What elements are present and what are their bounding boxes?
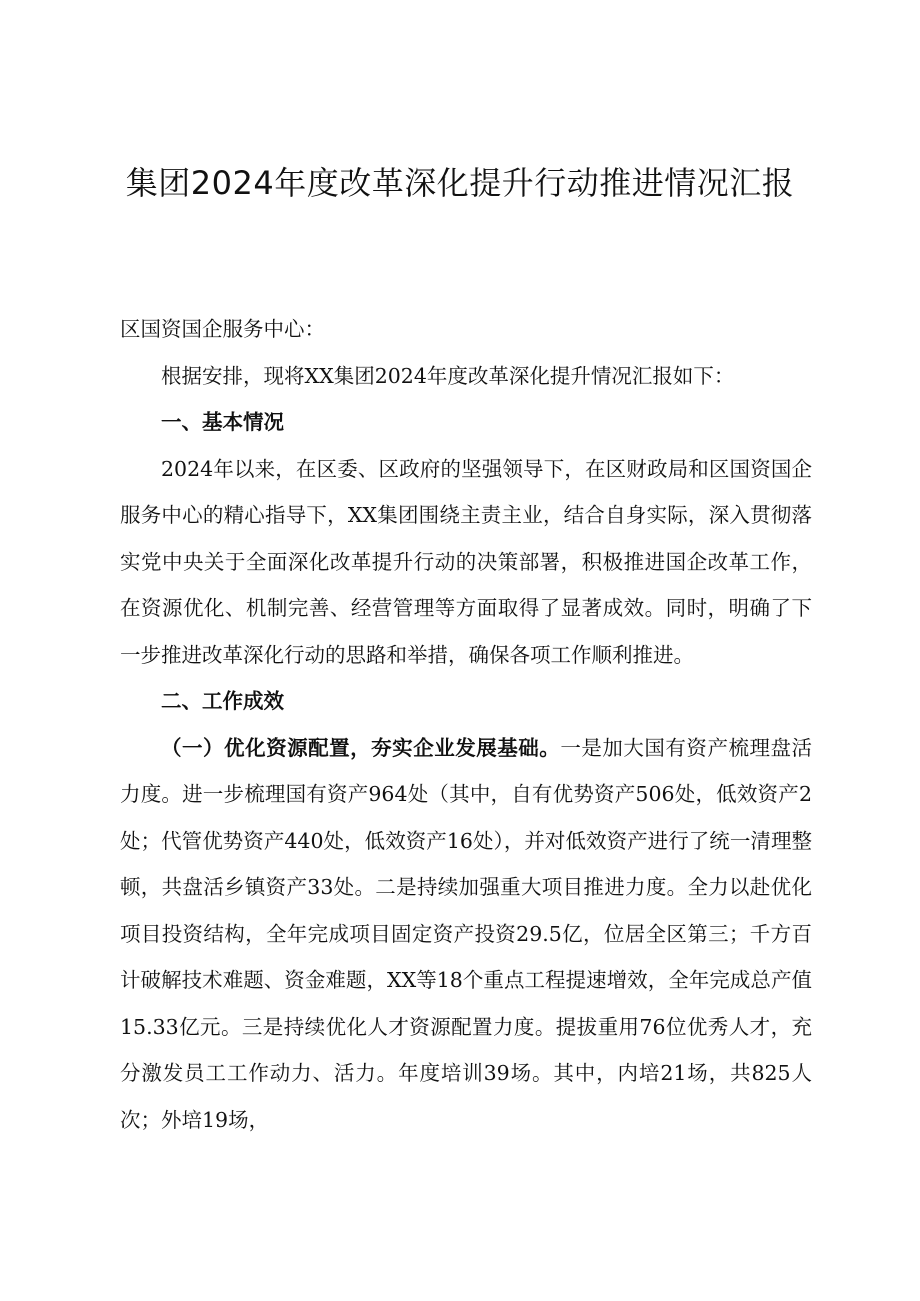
basic-situation-paragraph: 2024年以来，在区委、区政府的坚强领导下，在区财政局和区国资国企服务中心的精心指导下，XX集团围绕主责主业，结合自身实际，深入贯彻落实党中央关于全面深化改革提升行动的决策部署，积极推进国企改革工作，在资源优化、机制完善、经营管理等方面取得了显著成效。同时，明确了下一步推进改革深化行动的思路和举措，确保各项工作顺利推进。: [120, 456, 812, 667]
document-body: [120, 306, 812, 1143]
resource-allocation-paragraph: [120, 725, 812, 1144]
section-heading-work-results: 二、工作成效: [161, 689, 284, 713]
document-title: 集团2024年度改革深化提升行动推进情况汇报: [125, 164, 795, 202]
intro-paragraph: 根据安排，现将XX集团2024年度改革深化提升情况汇报如下：: [161, 363, 735, 388]
resource-allocation-text: 一是加大国有资产梳理盘活力度。进一步梳理国有资产964处（其中，自有优势资产506处，低效资产2处；代管优势资产440处，低效资产16处），并对低效资产进行了统一清理整顿，共盘活乡镇资产33处。二是持续加强重大项目推进力度。全力以赴优化项目投资结构，全年完成项目固定资产投资29.5亿，位居全区第三；千方百计破解技术难题、资金难题，XX等18个重点工程提速增效，全年完成总产值15.33亿元。三是持续优化人才资源配置力度。提拔重用76位优秀人才，充分激发员工工作动力、活力。年度培训39场。其中，内培21场，共825人次；外培19场，: [120, 735, 813, 1132]
subheading-resource-allocation: （一）优化资源配置，夯实企业发展基础。: [161, 735, 561, 760]
salutation: 区国资国企服务中心：: [120, 317, 325, 341]
section-heading-basic-situation: 一、基本情况: [161, 410, 284, 434]
